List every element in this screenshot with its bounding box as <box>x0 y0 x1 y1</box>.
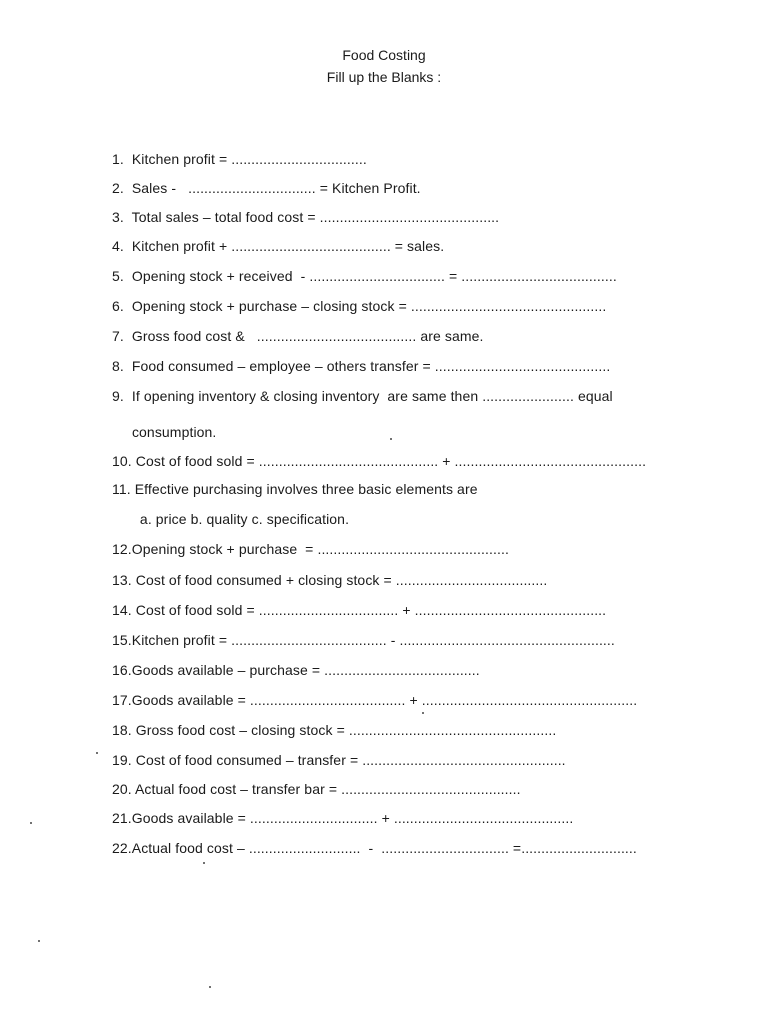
question-line: 22.Actual food cost – ............................ - ................................ =............................. <box>112 840 637 856</box>
question-line: 13. Cost of food consumed + closing stock = ...................................... <box>112 572 548 588</box>
scan-speck <box>422 712 424 714</box>
question-line: 9. If opening inventory & closing inventory are same then ....................... equal <box>112 388 613 404</box>
scan-speck <box>30 822 32 824</box>
question-line: 14. Cost of food sold = ................................... + ................................................ <box>112 602 607 618</box>
scan-speck <box>96 752 98 754</box>
question-line: 7. Gross food cost & ........................................ are same. <box>112 328 484 344</box>
scan-speck <box>203 862 205 864</box>
page-title: Food Costing <box>342 47 426 63</box>
question-line: 10. Cost of food sold = ............................................. + ................................................ <box>112 453 647 469</box>
scan-speck <box>38 940 40 942</box>
page-subtitle: Fill up the Blanks : <box>326 69 442 85</box>
question-line: 6. Opening stock + purchase – closing stock = ................................................. <box>112 298 607 314</box>
question-line: 17.Goods available = ....................................... + ...................................................... <box>112 692 638 708</box>
question-line: consumption. <box>112 424 217 440</box>
question-line: 15.Kitchen profit = ....................................... - ...................................................... <box>112 632 615 648</box>
question-line: 21.Goods available = ................................ + ............................................. <box>112 810 574 826</box>
question-line: 8. Food consumed – employee – others transfer = ............................................ <box>112 358 611 374</box>
question-line: 1. Kitchen profit = .................................. <box>112 151 367 167</box>
question-line: a. price b. quality c. specification. <box>112 511 350 527</box>
question-line: 12.Opening stock + purchase = ................................................ <box>112 541 509 557</box>
scan-speck <box>209 986 211 988</box>
question-line: 5. Opening stock + received - .................................. = ....................................... <box>112 268 617 284</box>
question-line: 11. Effective purchasing involves three basic elements are <box>112 481 478 497</box>
question-line: 16.Goods available – purchase = ....................................... <box>112 662 480 678</box>
question-line: 18. Gross food cost – closing stock = .................................................... <box>112 722 557 738</box>
question-line: 20. Actual food cost – transfer bar = ............................................. <box>112 781 521 797</box>
scan-speck <box>390 438 392 440</box>
question-line: 3. Total sales – total food cost = ............................................. <box>112 209 500 225</box>
question-line: 4. Kitchen profit + ........................................ = sales. <box>112 238 445 254</box>
question-line: 2. Sales - ................................ = Kitchen Profit. <box>112 180 421 196</box>
question-line: 19. Cost of food consumed – transfer = ................................................... <box>112 752 566 768</box>
